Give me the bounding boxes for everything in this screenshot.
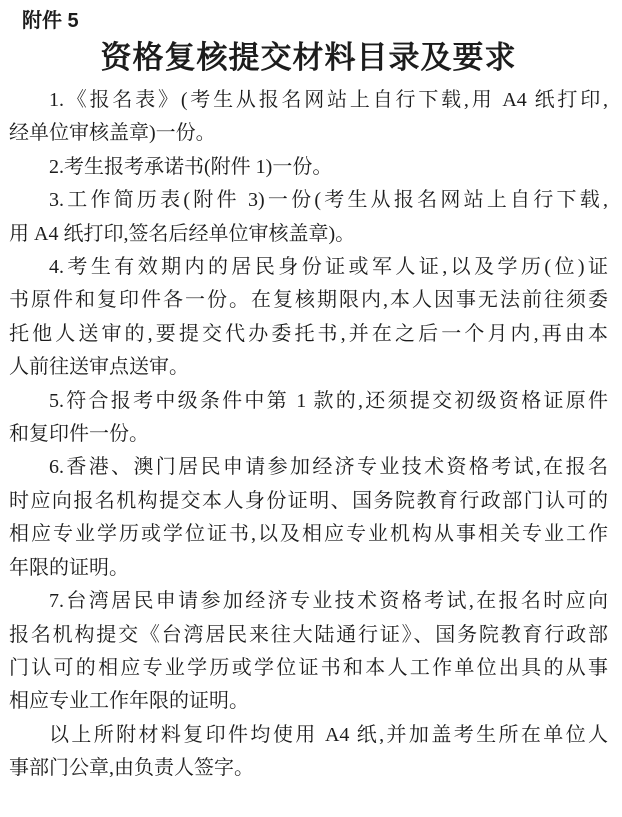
text-line: 用 A4 纸打印,签名后经单位审核盖章)。: [9, 222, 356, 245]
page-title: 资格复核提交材料目录及要求: [100, 40, 517, 75]
document-body: [9, 84, 608, 786]
text-line: 报名机构提交《台湾居民来往大陆通行证》、国务院教育行政部: [9, 623, 608, 646]
paragraph: [9, 84, 608, 151]
text-line: 经单位审核盖章)一份。: [9, 122, 216, 145]
text-line: 以上所附材料复印件均使用 A4 纸,并加盖考生所在单位人: [49, 723, 608, 746]
text-line: 相应专业学历或学位证书,以及相应专业机构从事相关专业工作: [9, 523, 608, 546]
paragraph: [9, 585, 608, 719]
text-line: 事部门公章,由负责人签字。: [9, 757, 254, 780]
attachment-label: 附件 5: [22, 10, 79, 32]
text-line: 人前往送审点送审。: [9, 356, 189, 379]
text-line: 4.考生有效期内的居民身份证或军人证,以及学历(位)证: [49, 256, 608, 279]
text-line: 3.工作简历表(附件 3)一份(考生从报名网站上自行下载,: [49, 189, 608, 212]
text-line: 和复印件一份。: [9, 423, 149, 446]
text-line: 2.考生报考承诺书(附件 1)一份。: [49, 155, 333, 178]
paragraph: [9, 451, 608, 585]
paragraph: [9, 184, 608, 251]
paragraph: [9, 385, 608, 452]
text-line: 书原件和复印件各一份。在复核期限内,本人因事无法前往须委: [9, 289, 608, 312]
paragraph: [9, 719, 608, 786]
text-line: 6.香港、澳门居民申请参加经济专业技术资格考试,在报名: [49, 456, 608, 479]
text-line: 7.台湾居民申请参加经济专业技术资格考试,在报名时应向: [49, 590, 608, 613]
text-line: 托他人送审的,要提交代办委托书,并在之后一个月内,再由本: [9, 322, 608, 345]
paragraph: [9, 251, 608, 385]
text-line: 1.《报名表》(考生从报名网站上自行下载,用 A4 纸打印,: [49, 89, 608, 111]
text-line: 门认可的相应专业学历或学位证书和本人工作单位出具的从事: [9, 656, 608, 679]
text-line: 相应专业工作年限的证明。: [9, 690, 249, 713]
paragraph: [9, 151, 608, 184]
text-line: 时应向报名机构提交本人身份证明、国务院教育行政部门认可的: [9, 489, 608, 512]
text-line: 5.符合报考中级条件中第 1 款的,还须提交初级资格证原件: [49, 389, 608, 412]
text-line: 年限的证明。: [9, 556, 129, 579]
